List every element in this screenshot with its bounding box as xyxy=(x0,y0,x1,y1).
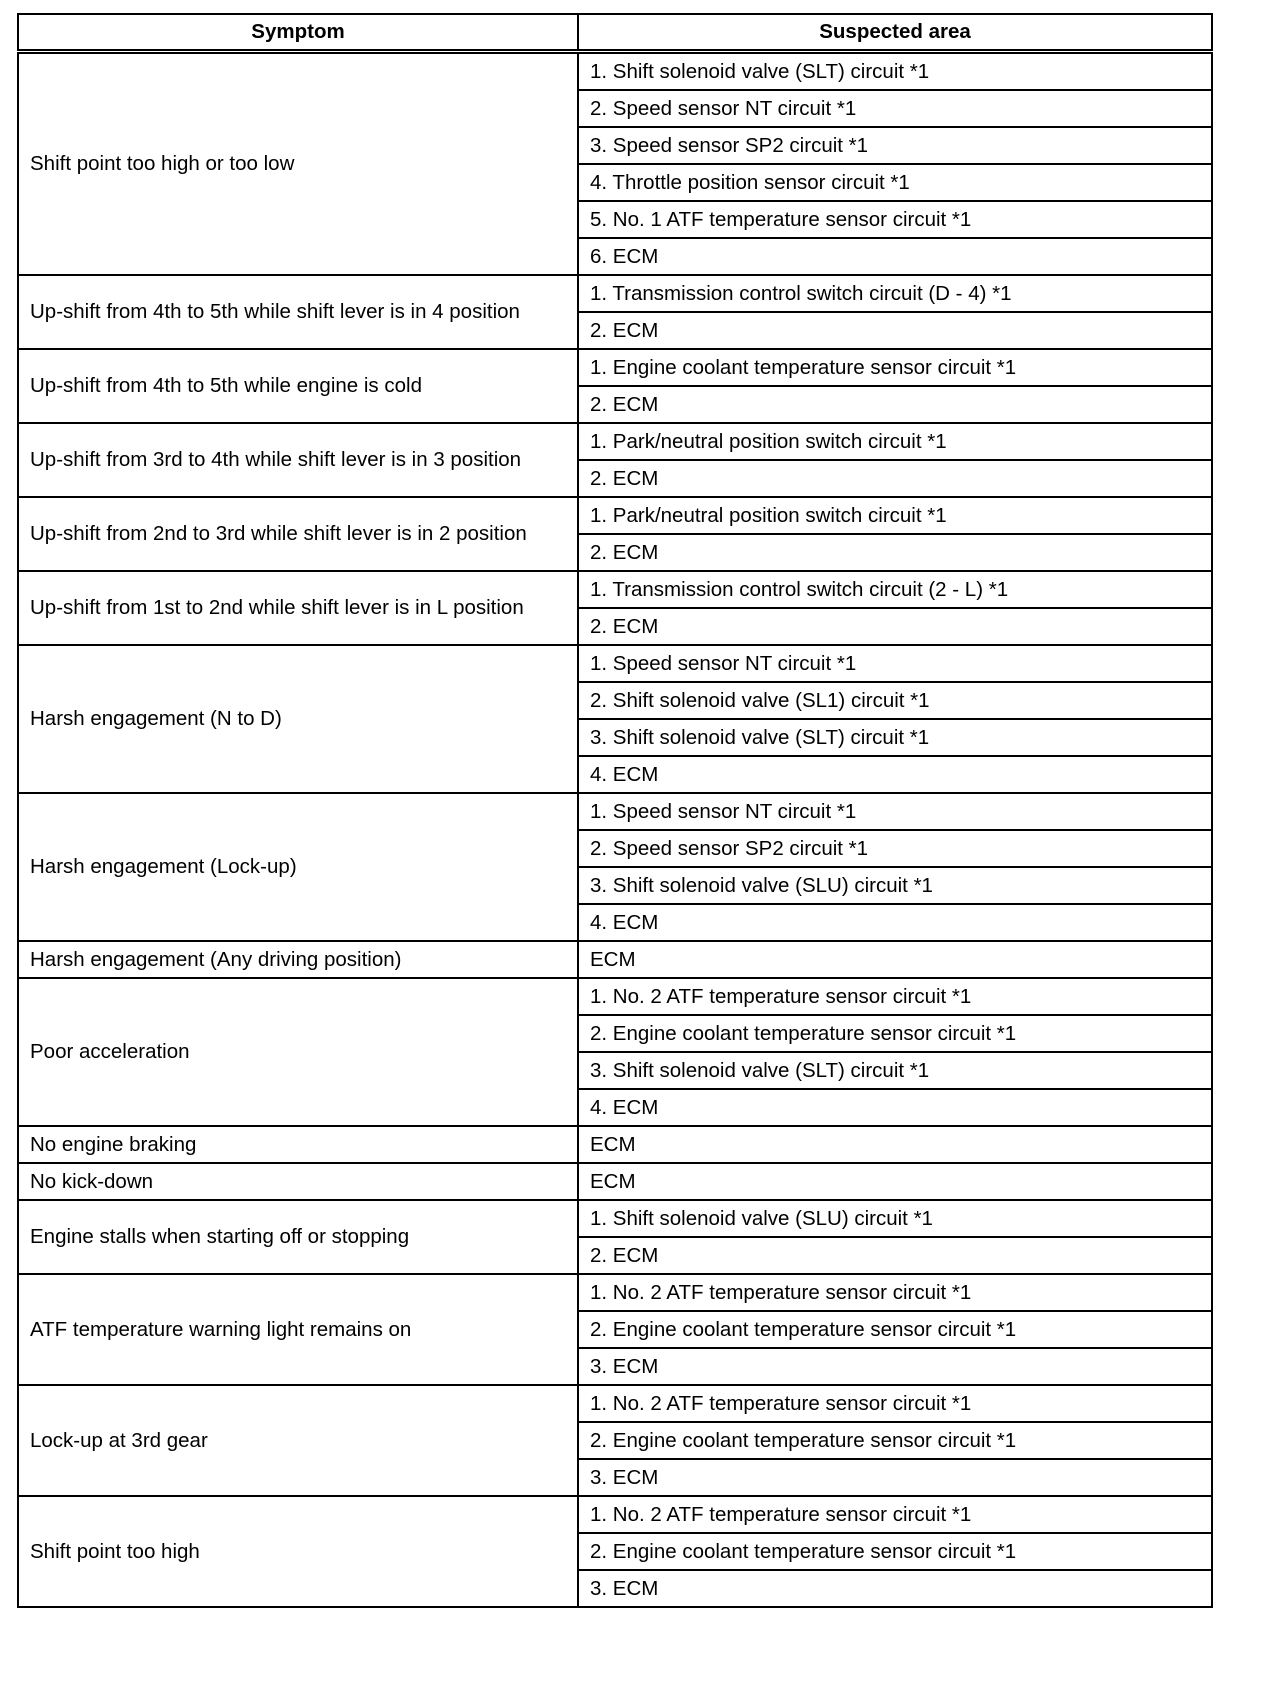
symptom-cell: Up-shift from 2nd to 3rd while shift lever is in 2 position xyxy=(18,497,578,571)
header-row xyxy=(18,14,1212,52)
table-row xyxy=(18,571,1212,608)
table-row xyxy=(18,52,1212,91)
suspected-area-cell: 3. Shift solenoid valve (SLT) circuit *1 xyxy=(578,1052,1212,1089)
suspected-area-cell: 2. ECM xyxy=(578,1237,1212,1274)
table-row xyxy=(18,978,1212,1015)
suspected-area-cell: 4. ECM xyxy=(578,904,1212,941)
suspected-area-cell: 2. ECM xyxy=(578,312,1212,349)
suspected-area-cell: 6. ECM xyxy=(578,238,1212,275)
table-row xyxy=(18,941,1212,978)
suspected-area-cell: 1. No. 2 ATF temperature sensor circuit *1 xyxy=(578,1274,1212,1311)
suspected-area-cell: 2. Speed sensor SP2 circuit *1 xyxy=(578,830,1212,867)
symptom-cell: No kick-down xyxy=(18,1163,578,1200)
symptom-cell: Poor acceleration xyxy=(18,978,578,1126)
suspected-area-cell: 4. ECM xyxy=(578,756,1212,793)
symptom-cell: Harsh engagement (N to D) xyxy=(18,645,578,793)
symptom-cell: Engine stalls when starting off or stopping xyxy=(18,1200,578,1274)
table-row xyxy=(18,275,1212,312)
header-symptom: Symptom xyxy=(18,14,578,52)
suspected-area-cell: 2. ECM xyxy=(578,460,1212,497)
symptom-cell: Up-shift from 3rd to 4th while shift lever is in 3 position xyxy=(18,423,578,497)
suspected-area-cell: 2. Speed sensor NT circuit *1 xyxy=(578,90,1212,127)
header-suspected-area: Suspected area xyxy=(578,14,1212,52)
suspected-area-cell: 1. Speed sensor NT circuit *1 xyxy=(578,645,1212,682)
table-row xyxy=(18,1496,1212,1533)
symptom-cell: Shift point too high xyxy=(18,1496,578,1607)
table-row xyxy=(18,1274,1212,1311)
suspected-area-cell: 5. No. 1 ATF temperature sensor circuit *1 xyxy=(578,201,1212,238)
suspected-area-cell: 1. Engine coolant temperature sensor circuit *1 xyxy=(578,349,1212,386)
suspected-area-cell: 2. Engine coolant temperature sensor circuit *1 xyxy=(578,1311,1212,1348)
suspected-area-cell: 2. Engine coolant temperature sensor circuit *1 xyxy=(578,1422,1212,1459)
symptom-cell: Up-shift from 4th to 5th while shift lever is in 4 position xyxy=(18,275,578,349)
table-row xyxy=(18,1200,1212,1237)
symptom-cell: Harsh engagement (Any driving position) xyxy=(18,941,578,978)
symptom-cell: Up-shift from 4th to 5th while engine is cold xyxy=(18,349,578,423)
suspected-area-cell: 3. ECM xyxy=(578,1459,1212,1496)
table-row xyxy=(18,497,1212,534)
suspected-area-cell: 2. Engine coolant temperature sensor circuit *1 xyxy=(578,1533,1212,1570)
suspected-area-cell: 2. Shift solenoid valve (SL1) circuit *1 xyxy=(578,682,1212,719)
symptom-cell: ATF temperature warning light remains on xyxy=(18,1274,578,1385)
symptom-cell: No engine braking xyxy=(18,1126,578,1163)
suspected-area-cell: 1. Park/neutral position switch circuit *1 xyxy=(578,497,1212,534)
suspected-area-cell: 2. ECM xyxy=(578,386,1212,423)
suspected-area-cell: 1. No. 2 ATF temperature sensor circuit *1 xyxy=(578,1385,1212,1422)
table-row xyxy=(18,1163,1212,1200)
symptom-cell: Lock-up at 3rd gear xyxy=(18,1385,578,1496)
table-row xyxy=(18,1126,1212,1163)
suspected-area-cell: 3. ECM xyxy=(578,1570,1212,1607)
suspected-area-cell: ECM xyxy=(578,1126,1212,1163)
symptom-table xyxy=(17,13,1213,1608)
suspected-area-cell: 3. Speed sensor SP2 circuit *1 xyxy=(578,127,1212,164)
suspected-area-cell: 2. ECM xyxy=(578,608,1212,645)
suspected-area-cell: 4. ECM xyxy=(578,1089,1212,1126)
suspected-area-cell: ECM xyxy=(578,941,1212,978)
suspected-area-cell: 2. Engine coolant temperature sensor circuit *1 xyxy=(578,1015,1212,1052)
table-row xyxy=(18,793,1212,830)
suspected-area-cell: 1. Shift solenoid valve (SLT) circuit *1 xyxy=(578,52,1212,91)
table-row xyxy=(18,423,1212,460)
table-row xyxy=(18,349,1212,386)
suspected-area-cell: 3. Shift solenoid valve (SLU) circuit *1 xyxy=(578,867,1212,904)
table-row xyxy=(18,1385,1212,1422)
suspected-area-cell: 4. Throttle position sensor circuit *1 xyxy=(578,164,1212,201)
suspected-area-cell: 1. Shift solenoid valve (SLU) circuit *1 xyxy=(578,1200,1212,1237)
symptom-cell: Harsh engagement (Lock-up) xyxy=(18,793,578,941)
symptom-cell: Up-shift from 1st to 2nd while shift lever is in L position xyxy=(18,571,578,645)
suspected-area-cell: 1. No. 2 ATF temperature sensor circuit *1 xyxy=(578,978,1212,1015)
suspected-area-cell: 1. Transmission control switch circuit (2 - L) *1 xyxy=(578,571,1212,608)
suspected-area-cell: 1. Park/neutral position switch circuit *1 xyxy=(578,423,1212,460)
suspected-area-cell: 3. Shift solenoid valve (SLT) circuit *1 xyxy=(578,719,1212,756)
suspected-area-cell: 1. Transmission control switch circuit (D - 4) *1 xyxy=(578,275,1212,312)
table-row xyxy=(18,645,1212,682)
symptom-cell: Shift point too high or too low xyxy=(18,52,578,276)
suspected-area-cell: 3. ECM xyxy=(578,1348,1212,1385)
suspected-area-cell: 2. ECM xyxy=(578,534,1212,571)
suspected-area-cell: 1. No. 2 ATF temperature sensor circuit *1 xyxy=(578,1496,1212,1533)
suspected-area-cell: ECM xyxy=(578,1163,1212,1200)
suspected-area-cell: 1. Speed sensor NT circuit *1 xyxy=(578,793,1212,830)
